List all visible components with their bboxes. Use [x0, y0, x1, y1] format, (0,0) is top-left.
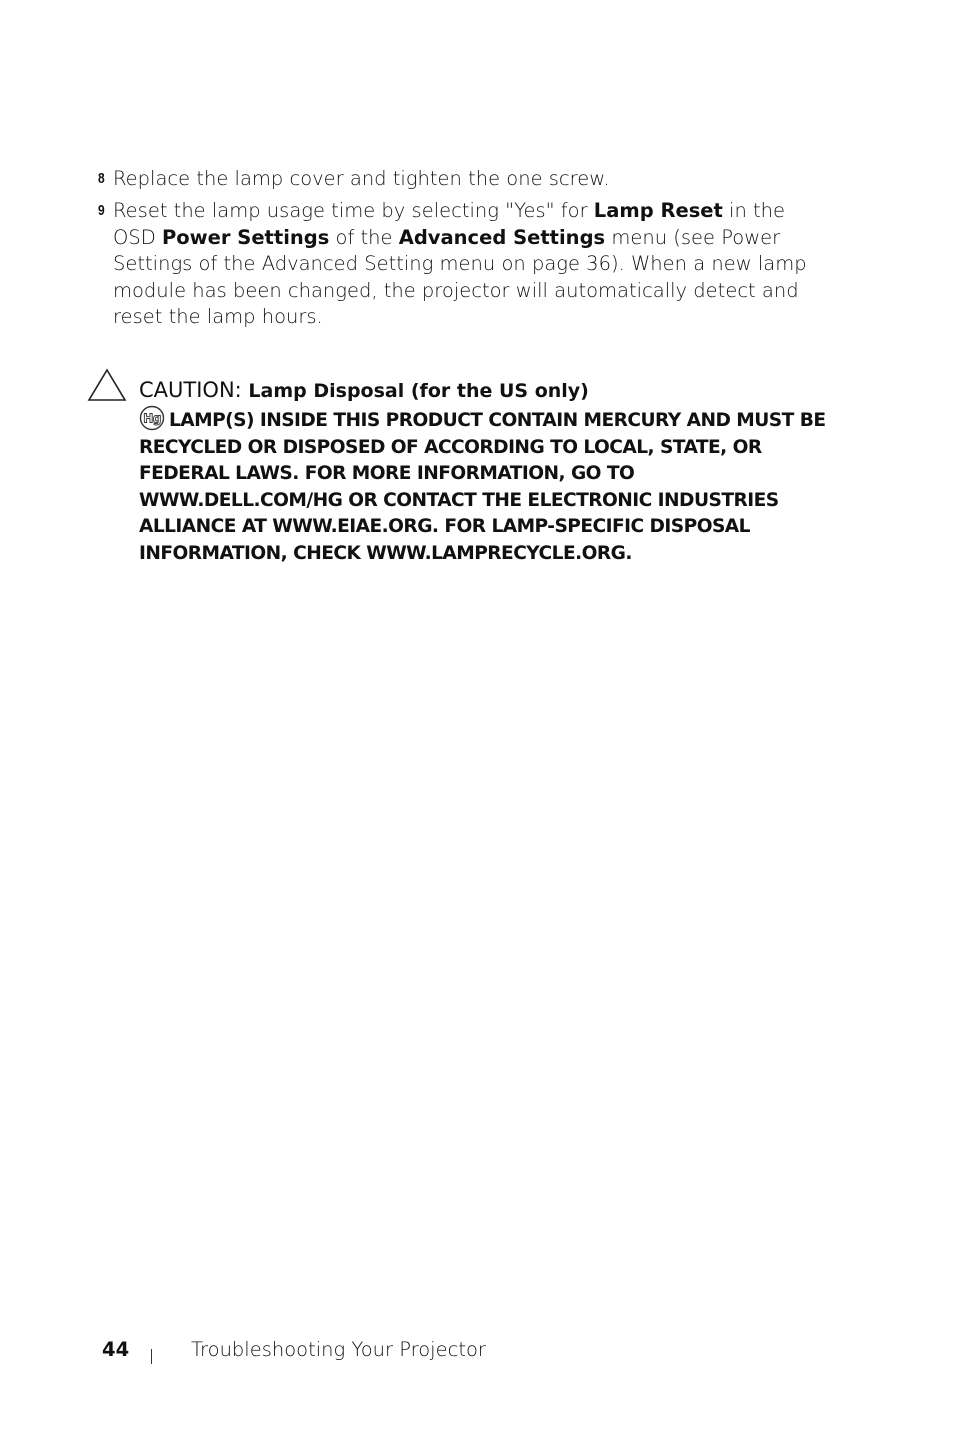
caution-triangle-icon: [87, 368, 127, 402]
caution-body: [139, 405, 839, 567]
step-9: [98, 198, 828, 331]
advanced-settings-term: Advanced Settings: [398, 225, 606, 249]
caution-body-text: LAMP(S) INSIDE THIS PRODUCT CONTAIN MERCURY AND MUST BE RECYCLED OR DISPOSED OF ACCORDING TO LOCAL, STATE, OR FEDERAL LAWS. FOR MORE INFORMATION, GO TO WWW.DELL.COM/HG OR CONTACT THE ELECTRONIC INDUSTRIES ALLIANCE AT WWW.EIAE.ORG. FOR LAMP-SPECIFIC DISPOSAL INFORMATION, CHECK WWW.LAMPRECYCLE.ORG.: [139, 410, 826, 564]
hg-icon-label: Hg: [143, 411, 161, 426]
caution-label: CAUTION:: [139, 378, 242, 402]
footer-divider: [151, 1349, 152, 1364]
step-8: [98, 166, 828, 193]
step-number: 8: [98, 170, 105, 187]
caution-subtitle: Lamp Disposal (for the US only): [248, 380, 589, 402]
lamp-reset-term: Lamp Reset: [593, 199, 723, 222]
hg-mercury-icon: [139, 405, 165, 431]
step-text: Reset the lamp usage time by selecting "Yes" for Lamp Reset in the OSD Power Settings of the Advanced Settings menu (see Power Settings of the Advanced Setting menu on page 36). When a new lamp module has been changed, the projector will automatically detect and reset the lamp hours.: [113, 199, 807, 328]
caution-heading: [139, 376, 839, 405]
step-text: Replace the lamp cover and tighten the one screw.: [113, 167, 610, 190]
section-title: Troubleshooting Your Projector: [191, 1338, 486, 1361]
power-settings-term: Power Settings: [161, 225, 330, 249]
step-number: 9: [98, 202, 105, 219]
caution-notice: [139, 376, 839, 567]
page-number: 44: [102, 1338, 130, 1361]
